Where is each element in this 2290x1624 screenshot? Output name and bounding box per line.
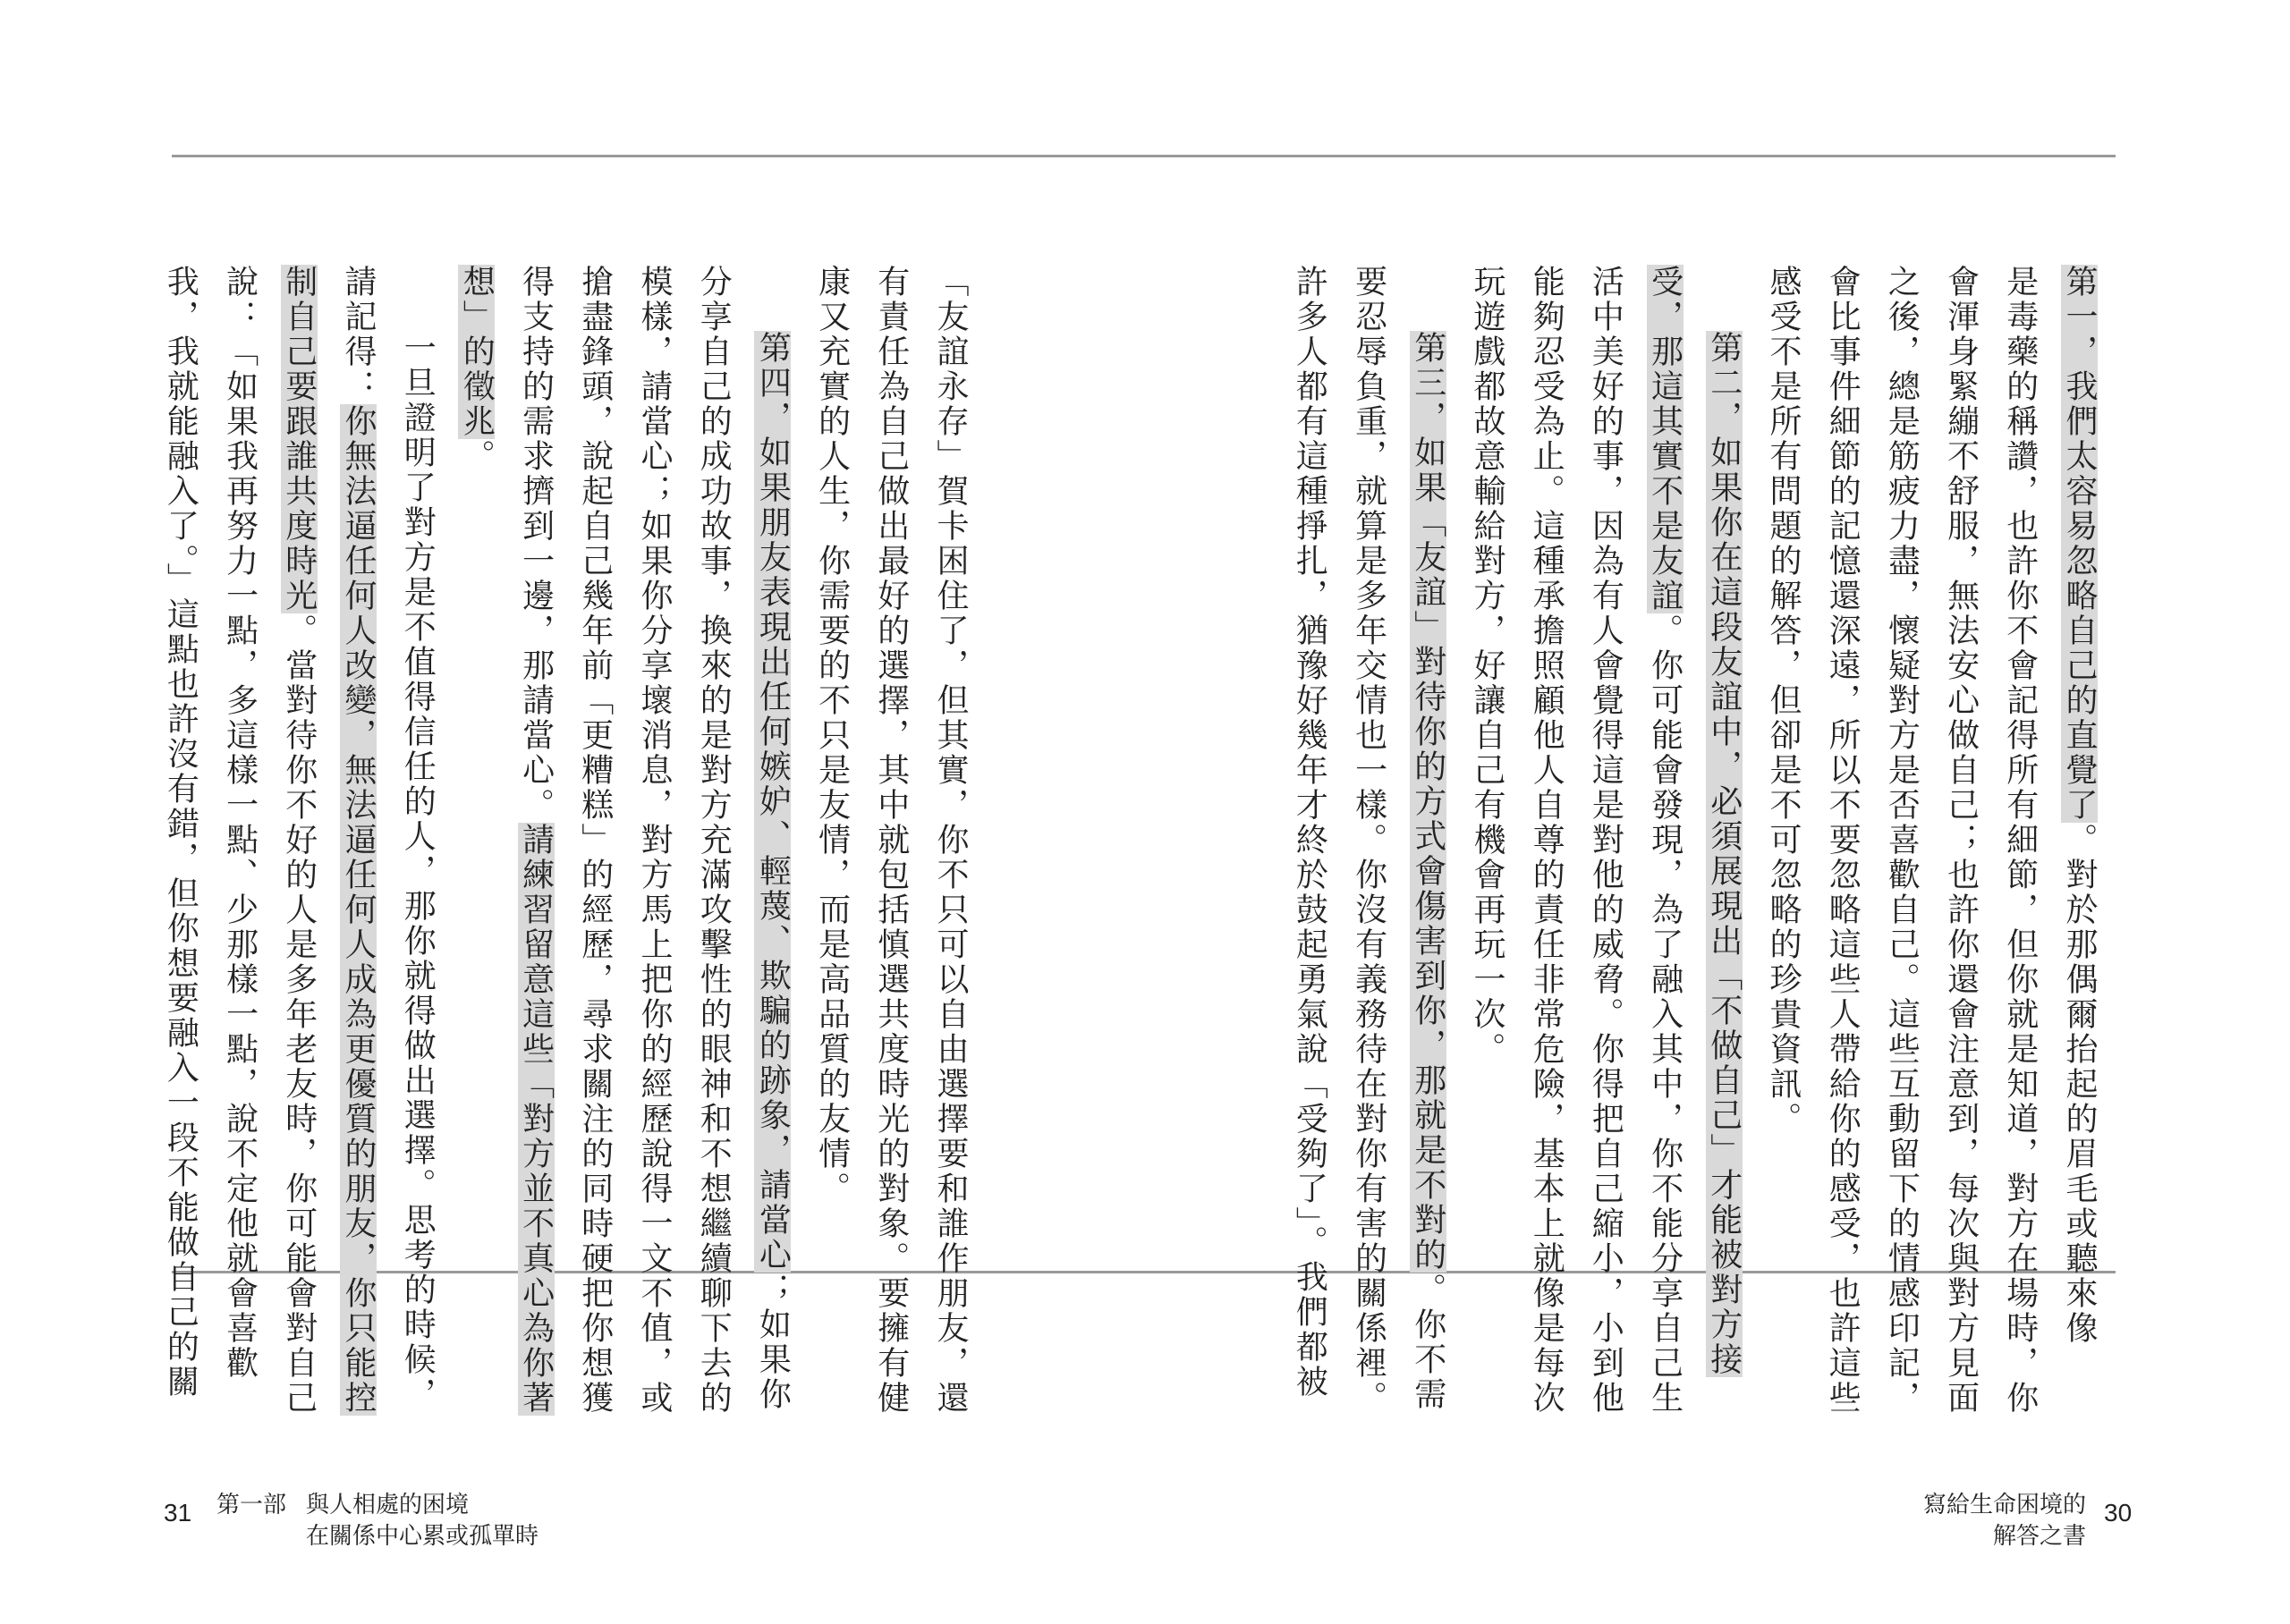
text-segment: 玩遊戲都故意輸給對方，好讓自己有機會再玩一次。 <box>1469 265 1505 1067</box>
text-column <box>1998 265 2041 1416</box>
text-column <box>336 265 379 1416</box>
text-column <box>1347 265 1390 1416</box>
text-segment: 一旦證明了對方是不值得信任的人，那你就得做出選擇。思考的時候， <box>399 331 437 1412</box>
text-column <box>1524 265 1567 1416</box>
running-header-part: 第一部 <box>216 1492 287 1518</box>
running-header-book-title: 寫給生命困境的 <box>1922 1492 2086 1518</box>
text-column <box>395 265 438 1412</box>
text-column <box>1820 265 1863 1416</box>
text-segment: 搶盡鋒頭，說起自己幾年前「更糟糕」的經歷，尋求關注的同時硬把你想獲 <box>576 265 614 1416</box>
text-segment: 要忍辱負重，就算是多年交情也一樣。你沒有義務待在對你有害的關係裡。 <box>1350 265 1387 1416</box>
text-column <box>1287 265 1330 1400</box>
text-column <box>869 265 912 1416</box>
text-segment: 。你不需 <box>1409 1273 1446 1412</box>
text-column <box>929 265 971 1416</box>
text-segment: ；如果你 <box>754 1273 792 1412</box>
top-rule <box>172 155 2116 157</box>
text-column <box>632 265 675 1416</box>
text-segment: 之後，總是筋疲力盡，懷疑對方是否喜歡自己。這些互動留下的情感印記， <box>1883 265 1921 1416</box>
text-column <box>1939 265 1982 1416</box>
text-segment: 請記得： <box>340 265 377 404</box>
text-column <box>158 265 201 1400</box>
text-segment: 有責任為自己做出最好的選擇，其中就包括慎選共度時光的對象。要擁有健 <box>872 265 910 1416</box>
highlighted-text: 第三，如果「友誼」對待你的方式會傷害到你，那就是不對的 <box>1409 331 1446 1273</box>
text-segment: 會渾身緊繃不舒服，無法安心做自己；也許你還會注意到，每次與對方見面 <box>1942 265 1980 1416</box>
highlighted-text: 你無法逼任何人改變，無法逼任何人成為更優質的朋友，你只能控 <box>340 404 377 1416</box>
highlighted-text: 第二，如果你在這段友誼中，必須展現出「不做自己」才能被對方接 <box>1705 331 1743 1377</box>
running-header-book-subtitle: 解答之書 <box>1992 1523 2086 1550</box>
text-segment: 感受不是所有問題的解答，但卻是不可忽略的珍貴資訊。 <box>1765 265 1802 1137</box>
text-column <box>2057 265 2100 1346</box>
text-column <box>1406 265 1449 1412</box>
text-segment: 說：「如果我再努力一點，多這樣一點、少那樣一點，說不定他就會喜歡 <box>221 265 259 1381</box>
text-segment: 。對於那偶爾抬起的眉毛或聽來像 <box>2061 823 2098 1346</box>
highlighted-text: 第四，如果朋友表現出任何嫉妒、輕蔑、欺騙的跡象，請當心 <box>754 331 792 1273</box>
highlighted-text: 制自己要跟誰共度時光 <box>280 265 318 613</box>
text-column <box>751 265 793 1412</box>
text-segment: 「友誼永存」賀卡困住了，但其實，你不只可以自由選擇要和誰作朋友，還 <box>932 265 969 1416</box>
text-column <box>1643 265 1686 1416</box>
text-column <box>1583 265 1626 1416</box>
text-column <box>1761 265 1804 1137</box>
running-header-chapter-subtitle: 在關係中心累或孤單時 <box>306 1523 539 1550</box>
highlighted-text: 受，那這其實不是友誼 <box>1646 265 1684 613</box>
text-segment: 活中美好的事，因為有人會覺得這是對他的威脅。你得把自己縮小，小到他 <box>1587 265 1624 1416</box>
text-segment: 是毒藥的稱讚，也許你不會記得所有細節，但你就是知道，對方在場時，你 <box>2001 265 2039 1416</box>
text-column <box>277 265 320 1416</box>
highlighted-text: 第一，我們太容易忽略自己的直覺了 <box>2061 265 2098 823</box>
text-segment: 分享自己的成功故事，換來的是對方充滿攻擊性的眼神和不想繼續聊下去的 <box>695 265 733 1416</box>
text-segment: 。你可能會發現，為了融入其中，你不能分享自己生 <box>1646 613 1684 1416</box>
text-segment: 能夠忍受為止。這種承擔照顧他人自尊的責任非常危險，基本上就像是每次 <box>1528 265 1565 1416</box>
text-segment: 模樣，請當心；如果你分享壞消息，對方馬上把你的經歷說得一文不值，或 <box>636 265 673 1416</box>
page-number-right: 30 <box>2104 1499 2133 1527</box>
text-column <box>573 265 616 1416</box>
text-column <box>1465 265 1508 1067</box>
text-column <box>218 265 261 1381</box>
text-column <box>691 265 734 1416</box>
highlighted-text: 想」的徵兆 <box>458 265 496 439</box>
text-column <box>1879 265 1922 1416</box>
text-segment: 會比事件細節的記憶還深遠，所以不要忽略這些人帶給你的感受，也許這些 <box>1824 265 1862 1416</box>
text-segment: 許多人都有這種掙扎，猶豫好幾年才終於鼓起勇氣說「受夠了」。我們都被 <box>1291 265 1328 1400</box>
text-column <box>1702 265 1745 1377</box>
text-segment: 得支持的需求擠到一邊，那請當心。 <box>517 265 555 823</box>
running-header-chapter-title: 與人相處的困境 <box>306 1492 470 1518</box>
text-segment: 康又充實的人生，你需要的不只是友情，而是高品質的友情。 <box>813 265 851 1206</box>
text-column <box>810 265 853 1206</box>
text-segment: 我，我就能融入了。」這點也許沒有錯，但你想要融入一段不能做自己的關 <box>162 265 199 1400</box>
text-column <box>514 265 557 1416</box>
highlighted-text: 請練習留意這些「對方並不真心為你著 <box>517 823 555 1416</box>
text-column <box>454 265 497 474</box>
text-segment: 。 <box>458 439 496 474</box>
page-number-left: 31 <box>164 1499 192 1527</box>
text-segment: 。當對待你不好的人是多年老友時，你可能會對自己 <box>280 613 318 1416</box>
